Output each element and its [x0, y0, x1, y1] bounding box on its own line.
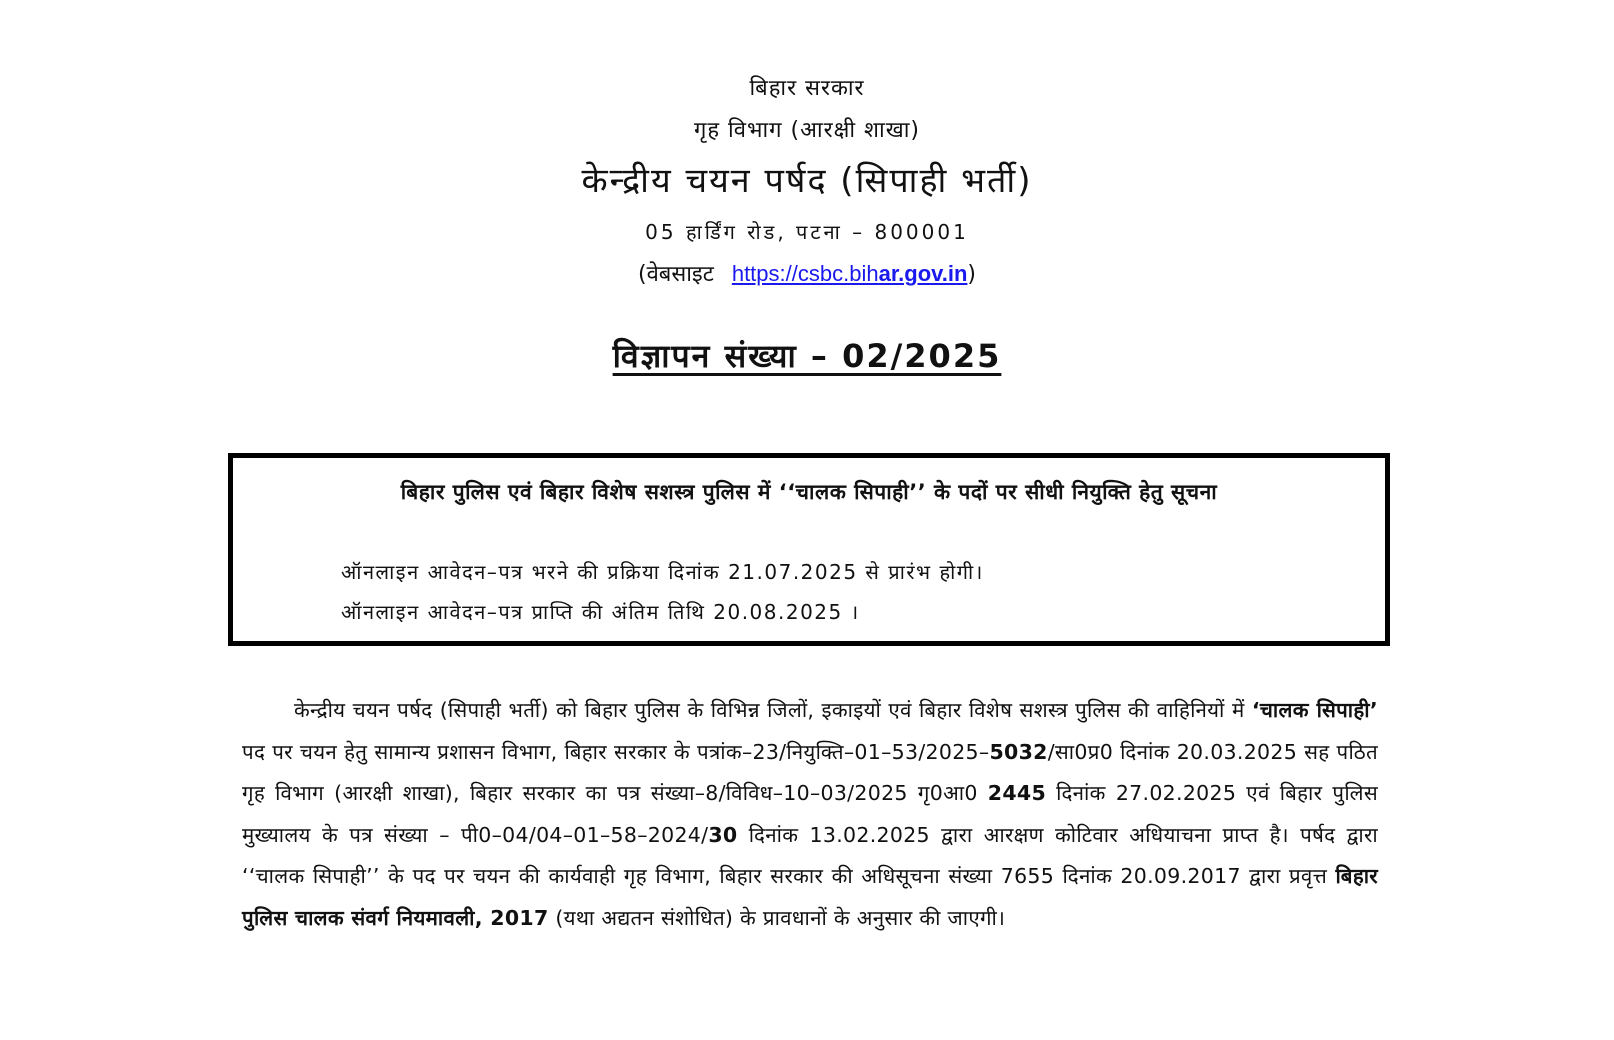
- government-name: बिहार सरकार: [749, 76, 865, 101]
- body-text: [242, 690, 1378, 939]
- body-bold-letter-no: 5032: [989, 739, 1048, 764]
- advertisement-title-row: [0, 334, 1614, 377]
- body-segment: दिनांक 27.02.2025 एवं बिहार पुलिस मुख्यालय के पत्र संख्या – पी0–04/04–01–58–2024/: [242, 781, 1378, 847]
- body-paragraph: [242, 690, 1378, 939]
- body-segment: पद पर चयन हेतु सामान्य प्रशासन विभाग, बिहार सरकार के पत्रांक–23/नियुक्ति–01–53/2025–: [242, 739, 990, 764]
- department-name: गृह विभाग (आरक्षी शाखा): [693, 118, 920, 143]
- body-segment: /सा0प्र0 दिनांक 20.03.2025 सह पठित गृह विभाग (आरक्षी शाखा), बिहार सरकार का पत्र संख्या–8/विविध–10–03/2025 गृ0आ0: [242, 739, 1378, 805]
- body-segment: दिनांक 13.02.2025 द्वारा आरक्षण कोटिवार अधियाचना प्राप्त है। पर्षद द्वारा ‘‘चालक सिपाही’’ के पद पर चयन की कार्यवाही गृह विभाग, बिहार सरकार की अधिसूचना संख्या 7655 दिनांक 20.09.2017 द्वारा प्रवृत्त: [242, 822, 1378, 888]
- body-bold-letter-no: 30: [708, 822, 738, 847]
- body-bold-post-name: ‘चालक सिपाही’: [1251, 698, 1378, 722]
- website-url-plain: https://csbc.bih: [731, 261, 879, 286]
- application-start-notice: ऑनलाइन आवेदन–पत्र भरने की प्रक्रिया दिनांक 21.07.2025 से प्रारंभ होगी।: [341, 560, 984, 584]
- notice-box: [228, 453, 1390, 646]
- body-segment: केन्द्रीय चयन पर्षद (सिपाही भर्ती) को बिहार पुलिस के विभिन्न जिलों, इकाइयों एवं बिहार विशेष सशस्त्र पुलिस की वाहिनियों में: [294, 698, 1252, 722]
- website-close: ): [967, 262, 977, 287]
- advertisement-title: विज्ञापन संख्या – 02/2025: [612, 337, 1002, 375]
- board-name: केन्द्रीय चयन पर्षद (सिपाही भर्ती): [581, 161, 1033, 201]
- application-deadline-notice: ऑनलाइन आवेदन–पत्र प्राप्ति की अंतिम तिथि 20.08.2025 ।: [341, 600, 860, 624]
- office-address: 05 हार्डिंग रोड, पटना – 800001: [645, 220, 969, 244]
- body-bold-letter-no: 2445: [987, 781, 1047, 805]
- body-bold-rules-name: बिहार पुलिस चालक संवर्ग नियमावली, 2017: [242, 864, 1378, 930]
- website-link[interactable]: [732, 261, 968, 286]
- website-url-bold: ar.gov.in: [878, 261, 968, 286]
- notice-heading: बिहार पुलिस एवं बिहार विशेष सशस्त्र पुलिस में ‘‘चालक सिपाही’’ के पदों पर सीधी नियुक्ति हेतु सूचना: [400, 480, 1218, 504]
- body-segment: (यथा अद्यतन संशोधित) के प्रावधानों के अनुसार की जाएगी।: [548, 905, 1006, 930]
- website-label: (वेबसाइट: [637, 262, 714, 287]
- website-line: [0, 258, 1614, 288]
